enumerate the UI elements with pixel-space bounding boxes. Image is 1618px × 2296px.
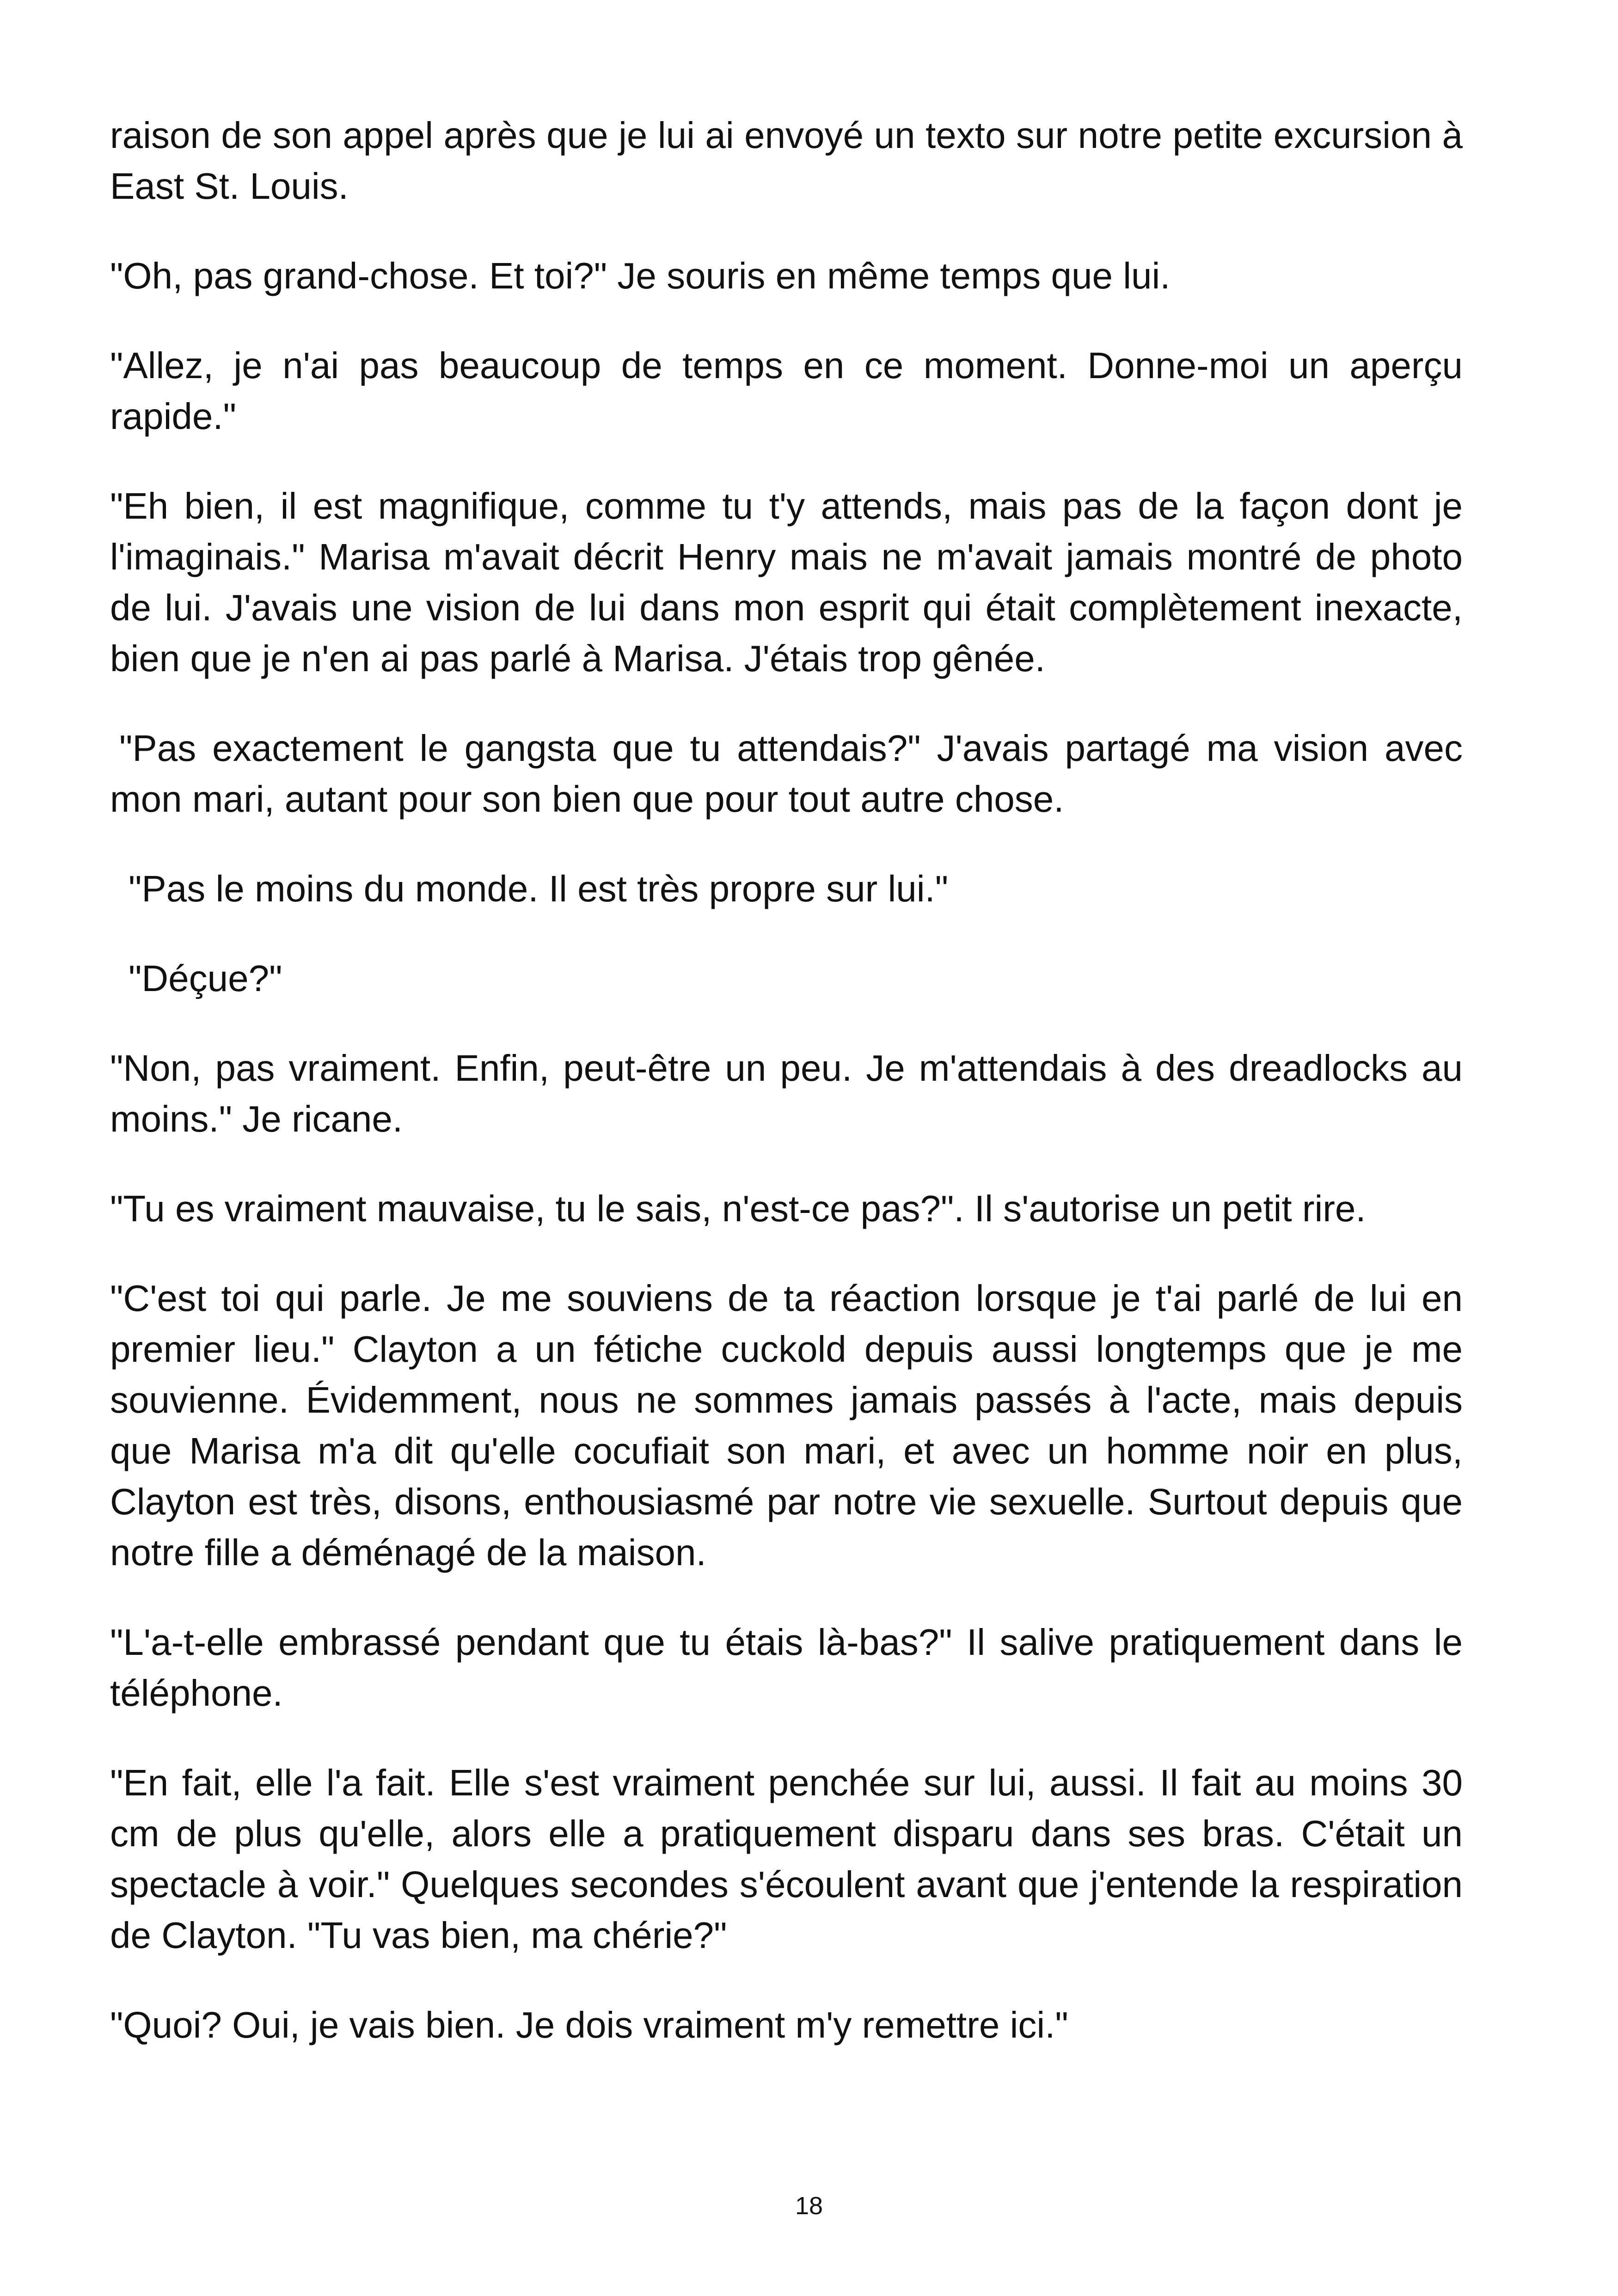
paragraph: "En fait, elle l'a fait. Elle s'est vraiment penchée sur lui, aussi. Il fait au moins 30 cm de plus qu'elle, alors elle a pratiquement disparu dans ses bras. C'était un spectacle à voir." Quelques secondes s'écoulent avant que j'entende la respiration de Clayton. "Tu vas bien, ma chérie?" (110, 1762, 1463, 1956)
paragraph: "Quoi? Oui, je vais bien. Je dois vraiment m'y remettre ici." (110, 2004, 1068, 2045)
paragraph: "L'a-t-elle embrassé pendant que tu étais là-bas?" Il salive pratiquement dans le téléphone. (110, 1622, 1463, 1714)
paragraph: "Non, pas vraiment. Enfin, peut-être un peu. Je m'attendais à des dreadlocks au moins." Je ricane. (110, 1047, 1463, 1139)
page-number: 18 (795, 2192, 823, 2220)
paragraph: "Oh, pas grand-chose. Et toi?" Je souris en même temps que lui. (110, 255, 1171, 296)
paragraph: "Déçue?" (129, 958, 282, 999)
paragraph: "Pas exactement le gangsta que tu attendais?" J'avais partagé ma vision avec mon mari, autant pour son bien que pour tout autre chose. (110, 728, 1463, 820)
paragraph: "Tu es vraiment mauvaise, tu le sais, n'est-ce pas?". Il s'autorise un petit rire. (110, 1188, 1366, 1229)
paragraph: "Eh bien, il est magnifique, comme tu t'y attends, mais pas de la façon dont je l'imaginais." Marisa m'avait décrit Henry mais ne m'avait jamais montré de photo de lui. J'avais une vision de lui dans mon esprit qui était complètement inexacte, bien que je n'en ai pas parlé à Marisa. J'étais trop gênée. (110, 485, 1463, 679)
document-body (110, 110, 1463, 2089)
paragraph: raison de son appel après que je lui ai envoyé un texto sur notre petite excursion à East St. Louis. (110, 115, 1463, 207)
paragraph: "C'est toi qui parle. Je me souviens de ta réaction lorsque je t'ai parlé de lui en premier lieu." Clayton a un fétiche cuckold depuis aussi longtemps que je me souvienne. Évidemment, nous ne sommes jamais passés à l'acte, mais depuis que Marisa m'a dit qu'elle cocufiait son mari, et avec un homme noir en plus, Clayton est très, disons, enthousiasmé par notre vie sexuelle. Surtout depuis que notre fille a déménagé de la maison. (110, 1278, 1463, 1573)
paragraph: "Pas le moins du monde. Il est très propre sur lui." (129, 868, 949, 909)
paragraph: "Allez, je n'ai pas beaucoup de temps en ce moment. Donne-moi un aperçu rapide." (110, 345, 1463, 437)
